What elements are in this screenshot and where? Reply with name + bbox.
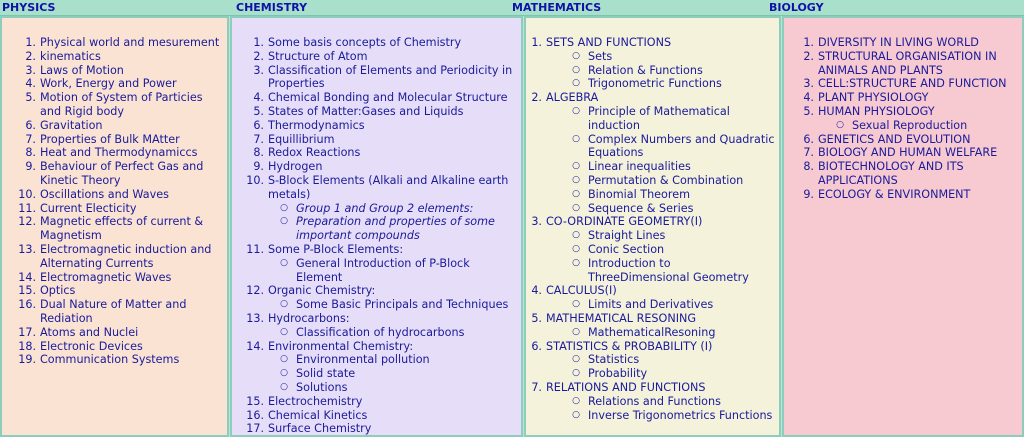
topic-title[interactable]: Chemical Bonding and Molecular Structure [268, 91, 508, 105]
topic-title[interactable]: Work, Energy and Power [40, 77, 177, 91]
subtopic-item[interactable] [526, 50, 779, 64]
subtopic-title[interactable]: Introduction to ThreeDimensional Geometry [588, 256, 749, 284]
subtopic-title[interactable]: Classification of hydrocarbons [296, 325, 465, 339]
topic-number: 4. [253, 91, 264, 105]
circle-bullet-icon: ○ [280, 354, 288, 365]
circle-bullet-icon: ○ [572, 326, 580, 337]
topic-number: 16. [246, 408, 264, 422]
topic-number: 8. [253, 146, 264, 160]
topic-number: 1. [531, 36, 542, 49]
subtopic-item[interactable] [232, 257, 521, 285]
topic-item[interactable] [2, 64, 227, 78]
subtopic-title[interactable]: Probability [588, 367, 648, 381]
biology-panel [782, 16, 1024, 437]
subtopic-item[interactable] [232, 326, 521, 340]
subtopic-item[interactable] [526, 64, 779, 78]
topic-title[interactable]: Classification of Elements and Periodicity in Properties [268, 63, 513, 91]
topic-item[interactable] [784, 36, 1022, 50]
topic-item[interactable] [232, 50, 521, 64]
circle-bullet-icon: ○ [572, 257, 580, 268]
subtopic-item[interactable] [232, 381, 521, 395]
topic-item[interactable] [784, 105, 1022, 133]
topic-item[interactable] [2, 284, 227, 298]
topic-title[interactable]: kinematics [40, 49, 101, 63]
topic-item[interactable] [2, 243, 227, 271]
topic-item[interactable] [526, 91, 779, 215]
topic-item[interactable] [784, 50, 1022, 78]
topic-item[interactable] [232, 91, 521, 105]
topic-number: 8. [803, 160, 814, 174]
topic-item[interactable] [784, 91, 1022, 105]
circle-bullet-icon: ○ [280, 216, 288, 227]
circle-bullet-icon: ○ [572, 188, 580, 199]
topic-title[interactable]: CELL:STRUCTURE AND FUNCTION [818, 77, 1007, 91]
subtopic-item[interactable] [784, 119, 1022, 133]
subtopic-item[interactable] [526, 298, 779, 312]
subtopic-item[interactable] [232, 215, 521, 243]
topic-title[interactable]: STATISTICS & PROBABILITY (I) [546, 339, 713, 353]
topic-number: 6. [25, 118, 36, 132]
subtopic-item[interactable] [526, 105, 779, 133]
circle-bullet-icon: ○ [836, 119, 844, 130]
circle-bullet-icon: ○ [572, 202, 580, 213]
topic-number: 10. [246, 173, 264, 187]
topic-title[interactable]: Thermodynamics [268, 118, 365, 132]
mathematics-panel [524, 16, 781, 437]
topic-number: 2. [253, 49, 264, 63]
topic-number: 9. [253, 160, 264, 174]
topic-item[interactable] [232, 105, 521, 119]
topic-title[interactable]: Electromagnetic induction and Alternating Currents [40, 242, 212, 270]
topic-item[interactable] [232, 409, 521, 423]
tab-physics[interactable]: PHYSICS [2, 1, 56, 14]
subtopic-item[interactable] [526, 174, 779, 188]
topic-title[interactable]: ALGEBRA [546, 91, 599, 105]
topic-number: 7. [253, 132, 264, 146]
subtopic-title[interactable]: Straight Lines [588, 229, 666, 243]
topic-number: 16. [18, 298, 36, 312]
circle-bullet-icon: ○ [572, 230, 580, 241]
circle-bullet-icon: ○ [572, 368, 580, 379]
topic-number: 9. [803, 187, 814, 201]
circle-bullet-icon: ○ [280, 381, 288, 392]
topic-number: 14. [246, 339, 264, 353]
topic-number: 4. [25, 77, 36, 91]
tab-biology[interactable]: BIOLOGY [769, 1, 824, 14]
topic-item[interactable] [784, 160, 1022, 188]
subtopic-title[interactable]: Environmental pollution [296, 353, 430, 367]
topic-number: 15. [246, 394, 264, 408]
topic-title[interactable]: Hydrocarbons: [268, 311, 350, 325]
subtopic-title[interactable]: Some Basic Principals and Techniques [296, 298, 509, 312]
subtopic-title[interactable]: Sets [588, 49, 613, 63]
topic-title[interactable]: RELATIONS AND FUNCTIONS [546, 380, 706, 394]
tab-chemistry[interactable]: CHEMISTRY [236, 1, 308, 14]
topic-item[interactable] [232, 146, 521, 160]
subtopic-item[interactable] [232, 298, 521, 312]
topic-number: 9. [25, 160, 36, 174]
topic-title[interactable]: Environmental Chemistry: [268, 339, 414, 353]
topic-number: 11. [246, 242, 264, 256]
subtopic-item[interactable] [232, 353, 521, 367]
circle-bullet-icon: ○ [572, 64, 580, 75]
subtopic-title[interactable]: Sexual Reproduction [852, 118, 968, 132]
subtopic-item[interactable] [526, 77, 779, 91]
topic-title[interactable]: Gravitation [40, 118, 103, 132]
topic-title[interactable]: STRUCTURAL ORGANISATION IN ANIMALS AND PLANTS [818, 49, 997, 77]
topic-title[interactable]: S-Block Elements (Alkali and Alkaline earth metals) [268, 173, 509, 201]
topic-number: 10. [18, 187, 36, 201]
topic-number: 5. [803, 104, 814, 118]
subject-tab-bar [0, 0, 1024, 16]
topic-title[interactable]: States of Matter:Gases and Liquids [268, 104, 464, 118]
topic-item[interactable] [2, 91, 227, 119]
topic-number: 13. [18, 242, 36, 256]
subtopic-item[interactable] [526, 188, 779, 202]
topic-number: 11. [18, 201, 36, 215]
topic-item[interactable] [784, 188, 1022, 202]
topic-number: 6. [531, 339, 542, 353]
circle-bullet-icon: ○ [572, 78, 580, 89]
subtopic-title[interactable]: General Introduction of P-Block Element [296, 256, 470, 284]
circle-bullet-icon: ○ [280, 326, 288, 337]
topic-number: 2. [25, 49, 36, 63]
circle-bullet-icon: ○ [572, 105, 580, 116]
topic-number: 3. [253, 63, 264, 77]
topic-item[interactable] [232, 312, 521, 340]
subtopic-title[interactable]: Permutation & Combination [588, 173, 744, 187]
topic-item[interactable] [232, 284, 521, 312]
topic-title[interactable]: Structure of Atom [268, 49, 368, 63]
topic-title[interactable]: Electronic Devices [40, 339, 143, 353]
subtopic-item[interactable] [526, 257, 779, 285]
topic-title[interactable]: BIOLOGY AND HUMAN WELFARE [818, 146, 998, 160]
topic-title[interactable]: Communication Systems [40, 353, 180, 367]
topic-number: 17. [246, 422, 264, 436]
subtopic-item[interactable] [526, 395, 779, 409]
subtopic-title[interactable]: Conic Section [588, 242, 665, 256]
subtopic-title[interactable]: Linear inequalities [588, 160, 691, 174]
circle-bullet-icon: ○ [572, 133, 580, 144]
topic-title[interactable]: Laws of Motion [40, 63, 124, 77]
subtopic-title[interactable]: Trigonometric Functions [588, 77, 722, 91]
topic-number: 7. [803, 146, 814, 160]
topic-item[interactable] [526, 284, 779, 312]
subtopic-title[interactable]: Preparation and properties of some important compounds [296, 215, 495, 243]
topic-item[interactable] [2, 188, 227, 202]
topic-item[interactable] [232, 133, 521, 147]
topic-item[interactable] [2, 215, 227, 243]
subtopic-title[interactable]: Relations and Functions [588, 394, 721, 408]
topic-item[interactable] [232, 174, 521, 243]
topic-title[interactable]: Physical world and mesurement [40, 36, 220, 49]
subtopic-title[interactable]: Solutions [296, 380, 348, 394]
topic-item[interactable] [2, 353, 227, 367]
topic-title[interactable]: Heat and Thermodynamiccs [40, 146, 198, 160]
subtopic-item[interactable] [526, 367, 779, 381]
topic-title[interactable]: CALCULUS(I) [546, 284, 617, 298]
topic-number: 7. [531, 380, 542, 394]
topic-item[interactable] [232, 160, 521, 174]
topic-item[interactable] [784, 133, 1022, 147]
topic-number: 12. [18, 215, 36, 229]
tab-mathematics[interactable]: MATHEMATICS [512, 1, 602, 14]
subtopic-item[interactable] [526, 133, 779, 161]
topic-number: 17. [18, 325, 36, 339]
topic-item[interactable] [2, 36, 227, 50]
subtopic-title[interactable]: MathematicalResoning [588, 325, 716, 339]
circle-bullet-icon: ○ [572, 395, 580, 406]
circle-bullet-icon: ○ [280, 368, 288, 379]
circle-bullet-icon: ○ [572, 50, 580, 61]
circle-bullet-icon: ○ [572, 243, 580, 254]
topic-title[interactable]: MATHEMATICAL RESONING [546, 311, 697, 325]
topic-number: 5. [253, 104, 264, 118]
topic-item[interactable] [2, 160, 227, 188]
topic-item[interactable] [526, 312, 779, 340]
subtopic-item[interactable] [526, 409, 779, 423]
topic-item[interactable] [2, 146, 227, 160]
topic-title[interactable]: ECOLOGY & ENVIRONMENT [818, 187, 971, 201]
topic-title[interactable]: Electrochemistry [268, 394, 363, 408]
topic-title[interactable]: Magnetic effects of current & Magnetism [40, 215, 204, 243]
topic-title[interactable]: Atoms and Nuclei [40, 325, 139, 339]
topic-number: 3. [25, 63, 36, 77]
topic-number: 19. [18, 353, 36, 367]
topic-title[interactable]: Some basis concepts of Chemistry [268, 36, 462, 49]
topic-number: 6. [253, 118, 264, 132]
circle-bullet-icon: ○ [572, 354, 580, 365]
topic-item[interactable] [526, 340, 779, 381]
subtopic-title[interactable]: Solid state [296, 367, 356, 381]
topic-title[interactable]: Optics [40, 284, 76, 298]
topic-item[interactable] [232, 395, 521, 409]
subtopic-title[interactable]: Group 1 and Group 2 elements: [296, 201, 474, 215]
topic-title[interactable]: GENETICS AND EVOLUTION [818, 132, 971, 146]
topic-number: 15. [18, 284, 36, 298]
subtopic-title[interactable]: Complex Numbers and Quadratic Equations [588, 132, 775, 160]
circle-bullet-icon: ○ [280, 299, 288, 310]
topic-number: 7. [25, 132, 36, 146]
topic-number: 18. [18, 339, 36, 353]
topic-number: 3. [531, 215, 542, 229]
topic-title[interactable]: CO-ORDINATE GEOMETRY(I) [546, 215, 703, 229]
topic-number: 8. [25, 146, 36, 160]
subtopic-item[interactable] [232, 202, 521, 216]
circle-bullet-icon: ○ [280, 202, 288, 213]
topic-title[interactable]: Properties of Bulk MAtter [40, 132, 180, 146]
subtopic-item[interactable] [232, 367, 521, 381]
subtopic-title[interactable]: Sequence & Series [588, 201, 694, 215]
topic-title[interactable]: HUMAN PHYSIOLOGY [818, 104, 935, 118]
topic-item[interactable] [2, 298, 227, 326]
topic-item[interactable] [784, 77, 1022, 91]
topic-title[interactable]: Chemical Kinetics [268, 408, 368, 422]
topic-number: 14. [18, 270, 36, 284]
subtopic-item[interactable] [526, 229, 779, 243]
subtopic-title[interactable]: Principle of Mathematical induction [588, 104, 730, 132]
topic-item[interactable] [2, 271, 227, 285]
subtopic-item[interactable] [526, 326, 779, 340]
topic-number: 5. [531, 311, 542, 325]
topic-number: 12. [246, 284, 264, 298]
circle-bullet-icon: ○ [572, 161, 580, 172]
subtopic-title[interactable]: Binomial Theorem [588, 187, 691, 201]
topic-item[interactable] [232, 64, 521, 92]
circle-bullet-icon: ○ [572, 174, 580, 185]
topic-title[interactable]: PLANT PHYSIOLOGY [818, 91, 929, 105]
topic-item[interactable] [526, 381, 779, 422]
topic-title[interactable]: Some P-Block Elements: [268, 242, 404, 256]
topic-title[interactable]: SETS AND FUNCTIONS [546, 36, 672, 49]
topic-item[interactable] [784, 146, 1022, 160]
topic-number: 4. [531, 284, 542, 298]
topic-title[interactable]: Electromagnetic Waves [40, 270, 172, 284]
topic-item[interactable] [526, 215, 779, 284]
topic-item[interactable] [232, 119, 521, 133]
topic-title[interactable]: Motion of System of Particies and Rigid body [40, 91, 203, 118]
topic-title[interactable]: DIVERSITY IN LIVING WORLD [818, 36, 979, 49]
topic-title[interactable]: BIOTECHNOLOGY AND ITS APPLICATIONS [818, 160, 964, 187]
topic-title[interactable]: Oscillations and Waves [40, 187, 169, 201]
subtopic-item[interactable] [526, 202, 779, 216]
subtopic-title[interactable]: Relation & Functions [588, 63, 703, 77]
topic-title[interactable]: Dual Nature of Matter and Rediation [40, 298, 187, 325]
topic-title[interactable]: Behaviour of Perfect Gas and Kinetic Theory [40, 160, 204, 187]
topic-number: 2. [803, 49, 814, 63]
topic-title[interactable]: Redox Reactions [268, 146, 361, 160]
topic-item[interactable] [2, 133, 227, 147]
topic-title[interactable]: Surface Chemistry [268, 422, 372, 436]
topic-item[interactable] [2, 119, 227, 133]
topic-number: 5. [25, 91, 36, 105]
topic-title[interactable]: Current Electicity [40, 201, 137, 215]
topic-item[interactable] [232, 422, 521, 436]
topic-item[interactable] [232, 36, 521, 50]
topic-item[interactable] [232, 243, 521, 284]
topic-number: 1. [803, 36, 814, 49]
circle-bullet-icon: ○ [572, 409, 580, 420]
chemistry-panel [230, 16, 523, 437]
topic-item[interactable] [2, 340, 227, 354]
topic-number: 13. [246, 311, 264, 325]
topic-item[interactable] [526, 36, 779, 91]
topic-item[interactable] [2, 77, 227, 91]
subtopic-title[interactable]: Limits and Derivatives [588, 298, 714, 312]
circle-bullet-icon: ○ [572, 299, 580, 310]
topic-item[interactable] [2, 50, 227, 64]
topic-title[interactable]: Equillibrium [268, 132, 335, 146]
subtopic-item[interactable] [526, 353, 779, 367]
subtopic-title[interactable]: Statistics [588, 353, 640, 367]
subtopic-item[interactable] [526, 243, 779, 257]
topic-number: 4. [803, 91, 814, 105]
topic-item[interactable] [232, 340, 521, 395]
topic-title[interactable]: Organic Chemistry: [268, 284, 376, 298]
topic-number: 1. [25, 36, 36, 49]
circle-bullet-icon: ○ [280, 257, 288, 268]
topic-item[interactable] [2, 202, 227, 216]
topic-number: 6. [803, 132, 814, 146]
topic-number: 1. [253, 36, 264, 49]
physics-panel [0, 16, 229, 437]
topic-title[interactable]: Hydrogen [268, 160, 323, 174]
topic-item[interactable] [2, 326, 227, 340]
topic-number: 2. [531, 91, 542, 105]
subtopic-title[interactable]: Inverse Trigonometrics Functions [588, 408, 773, 422]
subtopic-item[interactable] [526, 160, 779, 174]
topic-number: 3. [803, 77, 814, 91]
